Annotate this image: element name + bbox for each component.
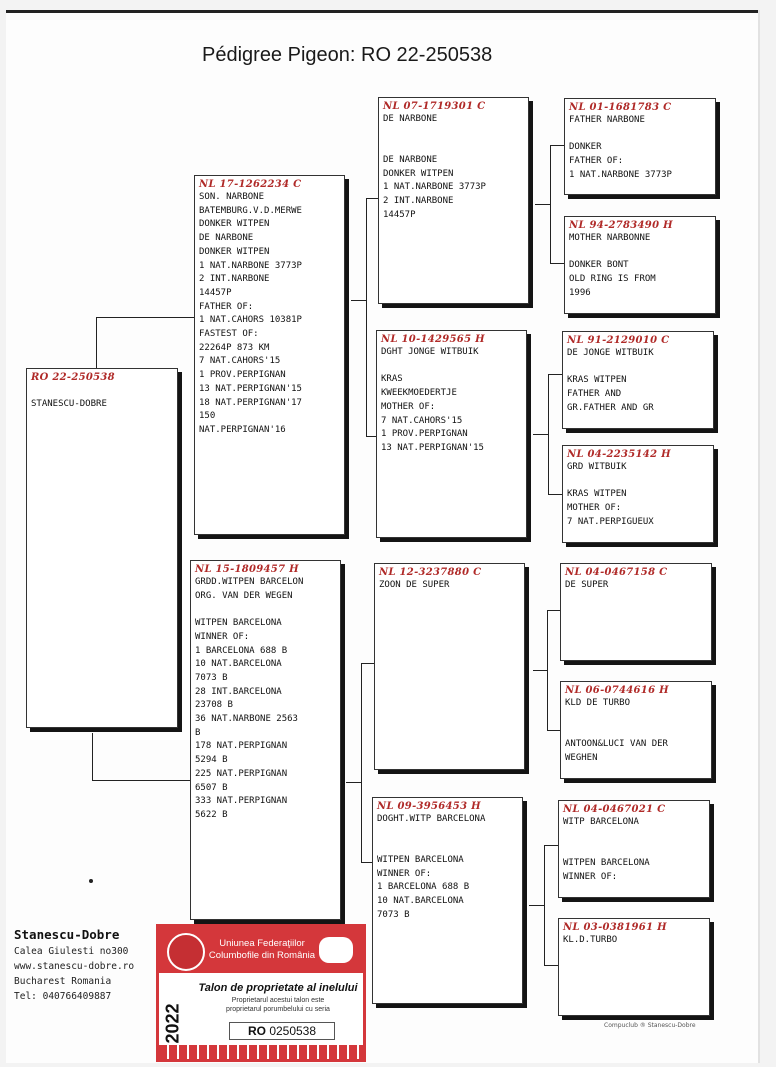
ring-number: NL 12-3237880 C (379, 567, 482, 578)
software-footnote: Compuclub ® Stanescu-Dobre (604, 1022, 696, 1029)
pigeon-note-line: 5622 B (195, 809, 228, 820)
ticket-year: 2022 (162, 1003, 183, 1044)
connector-line (535, 204, 550, 205)
ring-number: NL 06-0744616 H (565, 685, 669, 696)
pigeon-card-mff (560, 563, 712, 661)
connector-line (544, 845, 559, 846)
pigeon-note-line: WITPEN BARCELONA (195, 618, 282, 629)
pigeon-notes (195, 576, 336, 823)
pigeon-card-fff (564, 98, 716, 195)
breeder-city: Bucharest Romania (14, 976, 112, 987)
pigeon-note-line: 13 NAT.PERPIGNAN'15 (199, 383, 302, 394)
connector-line (361, 663, 362, 862)
pigeon-note-line (569, 246, 711, 260)
ring-number: NL 94-2783490 H (569, 220, 673, 231)
pigeon-card-fmf (562, 331, 714, 429)
pigeon-note-line: KRAS WITPEN (567, 489, 627, 500)
ticket-ring-number (229, 1022, 335, 1040)
pigeon-note-line: 6507 B (195, 782, 228, 793)
connector-line (548, 494, 563, 495)
connector-line (544, 965, 559, 966)
pigeon-note-line: FASTEST OF: (199, 329, 259, 340)
pigeon-card-mmm (558, 918, 710, 1016)
pigeon-note-line: 18 NAT.PERPIGNAN'17 (199, 397, 302, 408)
ticket-ring-prefix: RO (247, 1024, 266, 1038)
pigeon-note-line: 178 NAT.PERPIGNAN (195, 741, 288, 752)
pigeon-note-line: FATHER AND (567, 389, 622, 400)
pigeon-notes (567, 347, 709, 416)
pigeon-card-mmf (558, 800, 710, 898)
pigeon-note-line: 7 NAT.CAHORS'15 (381, 415, 463, 426)
pigeon-card-ffm (564, 216, 716, 314)
connector-line (96, 317, 195, 318)
connector-line (96, 317, 97, 369)
stray-mark (89, 879, 93, 883)
pigeon-note-line: FATHER OF: (569, 156, 624, 167)
pigeon-note-line: DOGHT.WITP BARCELONA (377, 814, 486, 824)
connector-line (351, 300, 366, 301)
pigeon-card-fm (376, 330, 527, 538)
breeder-phone: Tel: 040766409887 (14, 991, 112, 1002)
pigeon-notes (383, 113, 524, 223)
pigeon-note-line (31, 384, 173, 398)
pigeon-notes (563, 934, 705, 948)
ring-number: NL 09-3956453 H (377, 801, 481, 812)
pigeon-note-line: 225 NAT.PERPIGNAN (195, 768, 288, 779)
pigeon-note-line: 36 NAT.NARBONE 2563 (195, 714, 298, 725)
pigeon-note-line: GR.FATHER AND GR (567, 402, 654, 413)
pigeon-note-line: 14457P (383, 209, 416, 220)
ticket-sub-line1: Proprietarul acestui talon este (231, 997, 325, 1004)
pigeon-note-line: 10 NAT.BARCELONA (195, 659, 282, 670)
pigeon-note-line: 10 NAT.BARCELONA (377, 896, 464, 907)
pigeon-note-line: 7 NAT.PERPIGUEUX (567, 516, 654, 527)
ring-number: NL 04-2235142 H (567, 449, 671, 460)
pigeon-note-line: KLD DE TURBO (565, 698, 631, 708)
pigeon-note-line: SON. NARBONE (199, 192, 265, 202)
pigeon-note-line: 1 NAT.NARBONE 3773P (199, 260, 302, 271)
pigeon-note-line: MOTHER NARBONNE (569, 233, 651, 243)
pigeon-note-line: KL.D.TURBO (563, 935, 618, 945)
ticket-org-line1: Uniunea Federaţiilor (219, 938, 305, 949)
pigeon-note-line: 1 PROV.PERPIGNAN (199, 370, 286, 381)
pigeon-note-line (563, 843, 705, 857)
pigeon-card-mm (372, 797, 523, 1004)
pigeon-note-line: 13 NAT.PERPIGNAN'15 (381, 442, 484, 453)
connector-line (547, 610, 561, 611)
pigeon-note-line: 1996 (569, 287, 591, 298)
pigeon-note-line: ORG. VAN DER WEGEN (195, 590, 293, 601)
pigeon-note-line (565, 724, 707, 738)
pigeon-note-line (377, 827, 518, 841)
pigeon-note-line: DE SUPER (565, 580, 609, 590)
pigeon-note-line: DE NARBONE (199, 233, 254, 244)
pigeon-note-line: 333 NAT.PERPIGNAN (195, 796, 288, 807)
connector-line (92, 780, 191, 781)
page-title: Pédigree Pigeon: RO 22-250538 (202, 44, 493, 66)
pigeon-note-line: NAT.PERPIGNAN'16 (199, 424, 286, 435)
ticket-title: Talon de proprietate al inelului (198, 982, 358, 994)
pigeon-note-line: 1 NAT.NARBONE 3773P (383, 182, 486, 193)
connector-line (544, 845, 545, 965)
pigeon-note-line: WINNER OF: (563, 871, 618, 882)
pigeon-note-line (565, 711, 707, 725)
pigeon-note-line: DGHT JONGE WITBUIK (381, 347, 479, 357)
pigeon-note-line (381, 360, 522, 374)
pigeon-note-line: DONKER WITPEN (199, 246, 270, 257)
connector-line (547, 610, 548, 730)
connector-line (346, 782, 361, 783)
federation-emblem-icon (319, 937, 353, 963)
pigeon-note-line: 2 INT.NARBONE (199, 274, 270, 285)
pigeon-note-line: 7073 B (377, 909, 410, 920)
pigeon-note-line: 1 PROV.PERPIGNAN (381, 429, 468, 440)
pigeon-note-line: OLD RING IS FROM (569, 274, 656, 285)
pigeon-note-line: 5294 B (195, 755, 228, 766)
ring-number: NL 04-0467021 C (563, 804, 666, 815)
pigeon-notes (565, 697, 707, 765)
connector-line (533, 434, 548, 435)
pigeon-card-ff (378, 97, 529, 304)
ring-number: NL 15-1809457 H (195, 564, 299, 575)
pigeon-note-line: 1 BARCELONA 688 B (195, 645, 288, 656)
pigeon-note-line: 1 NAT.NARBONE 3773P (569, 169, 672, 180)
pigeon-note-line: 22264P 873 KM (199, 342, 270, 353)
connector-line (550, 263, 565, 264)
pigeon-note-line (383, 140, 524, 154)
pigeon-card-fmm (562, 445, 714, 543)
ring-number: NL 17-1262234 C (199, 179, 302, 190)
pigeon-note-line: GRD WITBUIK (567, 462, 627, 472)
pigeon-note-line (377, 840, 518, 854)
pigeon-note-line: WITPEN BARCELONA (377, 855, 464, 866)
pigeon-note-line (569, 128, 711, 142)
pigeon-note-line: DE JONGE WITBUIK (567, 348, 654, 358)
pigeon-notes (379, 579, 520, 593)
pigeon-note-line: WINNER OF: (377, 868, 432, 879)
pigeon-note-line (195, 603, 336, 617)
ticket-bottom-band (159, 1045, 363, 1059)
ticket-organization (207, 938, 317, 962)
pigeon-note-line: 23708 B (195, 700, 233, 711)
pigeon-card-mfm (560, 681, 712, 779)
ring-ownership-ticket (156, 924, 366, 1062)
connector-line (550, 145, 551, 263)
pigeon-note-line: B (195, 727, 201, 738)
pigeon-notes (565, 579, 707, 593)
ring-number: NL 03-0381961 H (563, 922, 667, 933)
connector-line (361, 663, 375, 664)
pigeon-notes (563, 816, 705, 884)
ring-number: NL 91-2129010 C (567, 335, 670, 346)
ring-number: NL 07-1719301 C (383, 101, 486, 112)
ticket-subtitle (193, 996, 363, 1014)
pigeon-note-line: ANTOON&LUCI VAN DER (565, 739, 668, 750)
connector-line (533, 670, 547, 671)
pigeon-note-line: STANESCU-DOBRE (31, 398, 107, 409)
pigeon-note-line: 28 INT.BARCELONA (195, 686, 282, 697)
ring-number: NL 10-1429565 H (381, 334, 485, 345)
breeder-name: Stanescu-Dobre (14, 927, 120, 942)
pigeon-note-line: MOTHER OF: (567, 503, 622, 514)
ticket-sub-line2: proprietarul porumbelului cu seria (226, 1006, 330, 1013)
pigeon-note-line: GRDD.WITPEN BARCELON (195, 577, 304, 587)
pigeon-note-line: WITP BARCELONA (563, 817, 639, 827)
pigeon-note-line: KRAS WITPEN (567, 375, 627, 386)
pigeon-note-line: 2 INT.NARBONE (383, 196, 454, 207)
pigeon-card-mf (374, 563, 525, 770)
pigeon-note-line: DONKER (569, 142, 602, 153)
pigeon-note-line: KRAS (381, 374, 403, 385)
ticket-org-line2: Columbofile din România (208, 950, 316, 961)
pigeon-note-line: 14457P (199, 287, 232, 298)
pigeon-notes (199, 191, 340, 438)
pigeon-note-line: WITPEN BARCELONA (563, 858, 650, 869)
pigeon-note-line (563, 830, 705, 844)
pigeon-notes (569, 114, 711, 183)
pigeon-notes (381, 346, 522, 456)
connector-line (548, 374, 563, 375)
pigeon-note-line: WEGHEN (565, 752, 598, 763)
connector-line (92, 733, 93, 780)
pigeon-notes (567, 461, 709, 530)
ring-number: NL 01-1681783 C (569, 102, 672, 113)
pigeon-note-line: DONKER BONT (569, 260, 629, 271)
pigeon-card-father (194, 175, 345, 535)
breeder-contact (14, 926, 134, 1004)
ticket-ring-value: 0250538 (269, 1024, 317, 1038)
pigeon-notes (569, 232, 711, 301)
connector-line (548, 374, 549, 494)
connector-line (550, 145, 565, 146)
federation-logo-icon (167, 933, 205, 971)
pigeon-note-line: 7073 B (195, 672, 228, 683)
connector-line (529, 905, 544, 906)
pigeon-note-line (567, 361, 709, 375)
breeder-website: www.stanescu-dobre.ro (14, 961, 135, 972)
pigeon-note-line: DONKER WITPEN (199, 219, 270, 230)
pigeon-note-line: KWEEKMOEDERTJE (381, 388, 457, 399)
connector-line (547, 730, 561, 731)
pigeon-note-line: 1 BARCELONA 688 B (377, 882, 470, 893)
pigeon-card-subject (26, 368, 178, 728)
pigeon-note-line: 7 NAT.CAHORS'15 (199, 356, 281, 367)
pigeon-notes (377, 813, 518, 923)
ring-number: NL 04-0467158 C (565, 567, 668, 578)
pigeon-note-line: FATHER NARBONE (569, 115, 645, 125)
connector-line (366, 198, 367, 436)
pigeon-note-line: 1 NAT.CAHORS 10381P (199, 315, 302, 326)
pigeon-notes (31, 384, 173, 411)
pigeon-note-line: WINNER OF: (195, 631, 250, 642)
breeder-address: Calea Giulesti no300 (14, 946, 129, 957)
pigeon-note-line: BATEMBURG.V.D.MERWE (199, 205, 302, 216)
pigeon-note-line (383, 127, 524, 141)
pigeon-note-line (567, 475, 709, 489)
pigeon-note-line: MOTHER OF: (381, 401, 436, 412)
ring-number: RO 22-250538 (31, 372, 115, 383)
pigeon-note-line: DONKER WITPEN (383, 168, 454, 179)
pigeon-note-line: FATHER OF: (199, 301, 254, 312)
pigeon-note-line: DE NARBONE (383, 114, 438, 124)
pigeon-card-mother (190, 560, 341, 920)
pigeon-note-line: DE NARBONE (383, 155, 438, 166)
pigeon-note-line: ZOON DE SUPER (379, 580, 450, 590)
pigeon-note-line: 150 (199, 411, 216, 422)
